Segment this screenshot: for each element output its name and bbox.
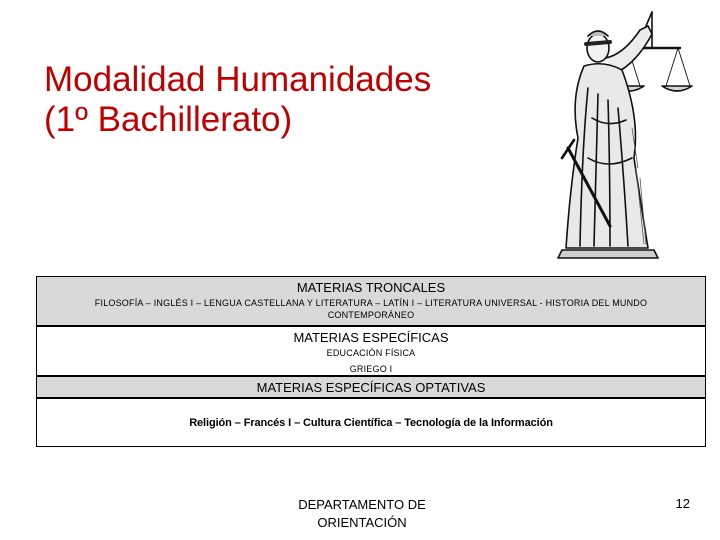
troncales-heading: MATERIAS TRONCALES [296, 280, 446, 295]
troncales-subjects-line1: FILOSOFÍA – INGLÉS I – LENGUA CASTELLANA Y LITERATURA – LATÍN I – LITERATURA UNIVERSAL - HISTORIA DEL MUNDO [94, 298, 648, 308]
footer-line2: ORIENTACIÓN [317, 515, 407, 530]
optativas-header [36, 376, 706, 398]
especificas-heading: MATERIAS ESPECÍFICAS [293, 330, 449, 345]
footer-department [287, 496, 437, 532]
optativas-heading: MATERIAS ESPECÍFICAS OPTATIVAS [256, 380, 486, 395]
optativas-subjects: Religión – Francés I – Cultura Científica – Tecnología de la Información [189, 417, 553, 429]
slide-title-line2: (1º Bachillerato) [44, 100, 293, 139]
slide-title [44, 60, 524, 140]
lady-justice-illustration [548, 8, 708, 263]
slide-title-line1: Modalidad Humanidades [44, 60, 432, 99]
especificas-item-1: EDUCACIÓN FÍSICA [326, 348, 416, 358]
footer-line1: DEPARTAMENTO DE [298, 497, 426, 512]
especificas-section [36, 326, 706, 376]
optativas-section [36, 398, 706, 447]
especificas-item-2: GRIEGO I [349, 364, 393, 374]
troncales-section [36, 276, 706, 326]
page-number: 12 [675, 496, 690, 511]
troncales-subjects-line2: CONTEMPORÁNEO [327, 310, 415, 320]
